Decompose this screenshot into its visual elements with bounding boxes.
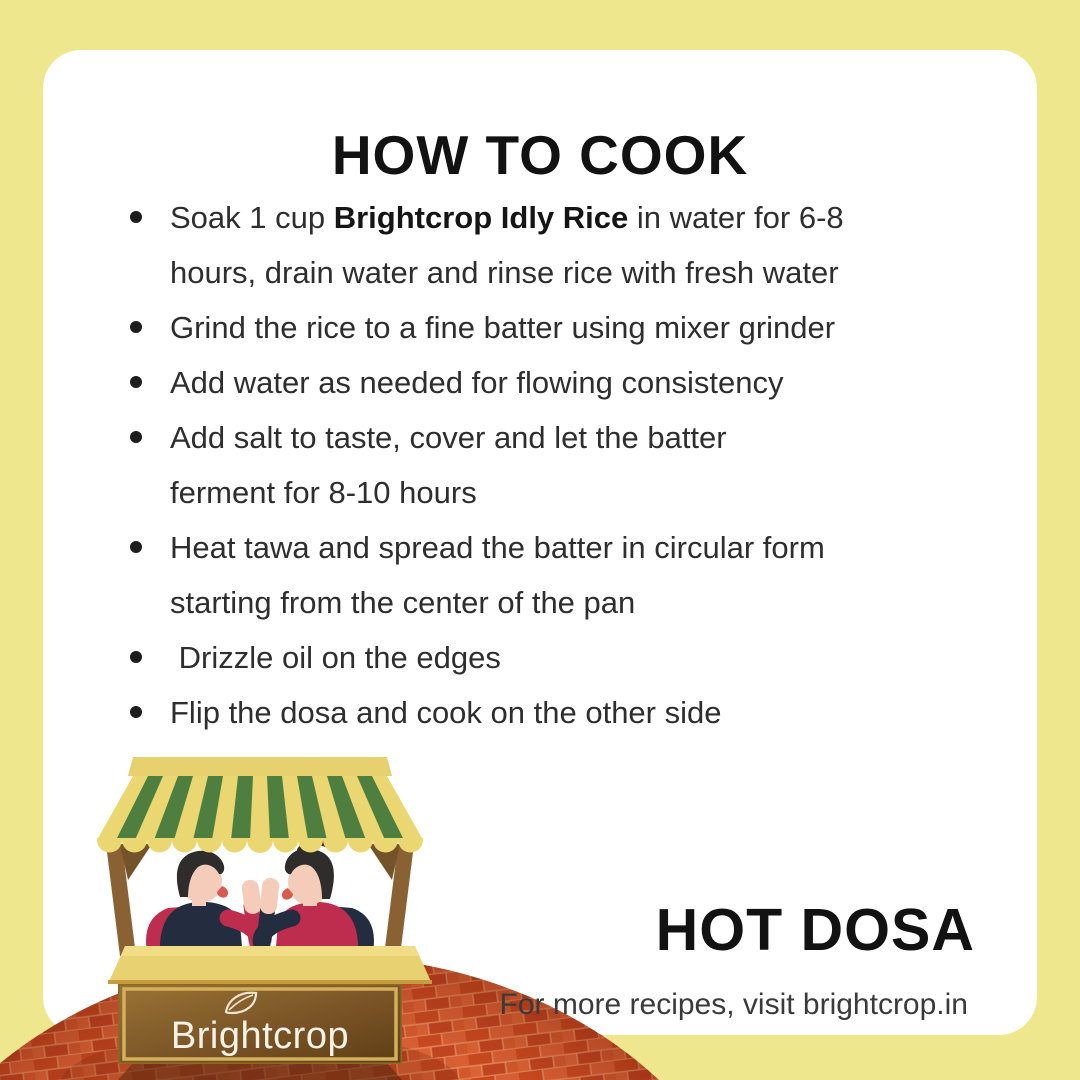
stall-shadow [118, 1064, 402, 1080]
product-title: HOT DOSA [655, 897, 975, 963]
instruction-list [126, 190, 1006, 740]
step-text: Grind the rice to a fine batter using mixer grinder [170, 310, 836, 345]
list-item [126, 355, 1006, 410]
left-person [146, 851, 262, 958]
list-item [126, 300, 1006, 355]
list-item [126, 520, 1006, 630]
list-item [126, 190, 1006, 300]
step-text: ferment for 8-10 hours [170, 475, 477, 510]
step-text-bold: Brightcrop Idly Rice [333, 200, 629, 235]
page-title: HOW TO COOK [331, 123, 749, 186]
brand-panel [118, 984, 402, 1064]
list-item [126, 410, 1006, 520]
awning [97, 757, 423, 853]
brand-text: Brightcrop [170, 1015, 350, 1057]
footer-website-note: For more recipes, visit brightcrop.in [499, 988, 968, 1021]
counter [108, 946, 432, 984]
list-item [126, 630, 1006, 685]
step-text: Drizzle oil on the edges [170, 640, 501, 675]
step-text: Flip the dosa and cook on the other side [170, 695, 722, 730]
list-item [126, 685, 1006, 740]
step-text: in water for 6-8 [628, 200, 844, 235]
step-text: Soak 1 cup [170, 200, 334, 235]
step-text: hours, drain water and rinse rice with fresh water [170, 255, 839, 290]
step-text: Add water as needed for flowing consistency [170, 365, 784, 400]
right-person [259, 843, 374, 958]
step-text: Add salt to taste, cover and let the batter [170, 420, 727, 455]
step-text: Heat tawa and spread the batter in circular form [170, 530, 825, 565]
step-text: starting from the center of the pan [170, 585, 636, 620]
stall [97, 757, 432, 1080]
